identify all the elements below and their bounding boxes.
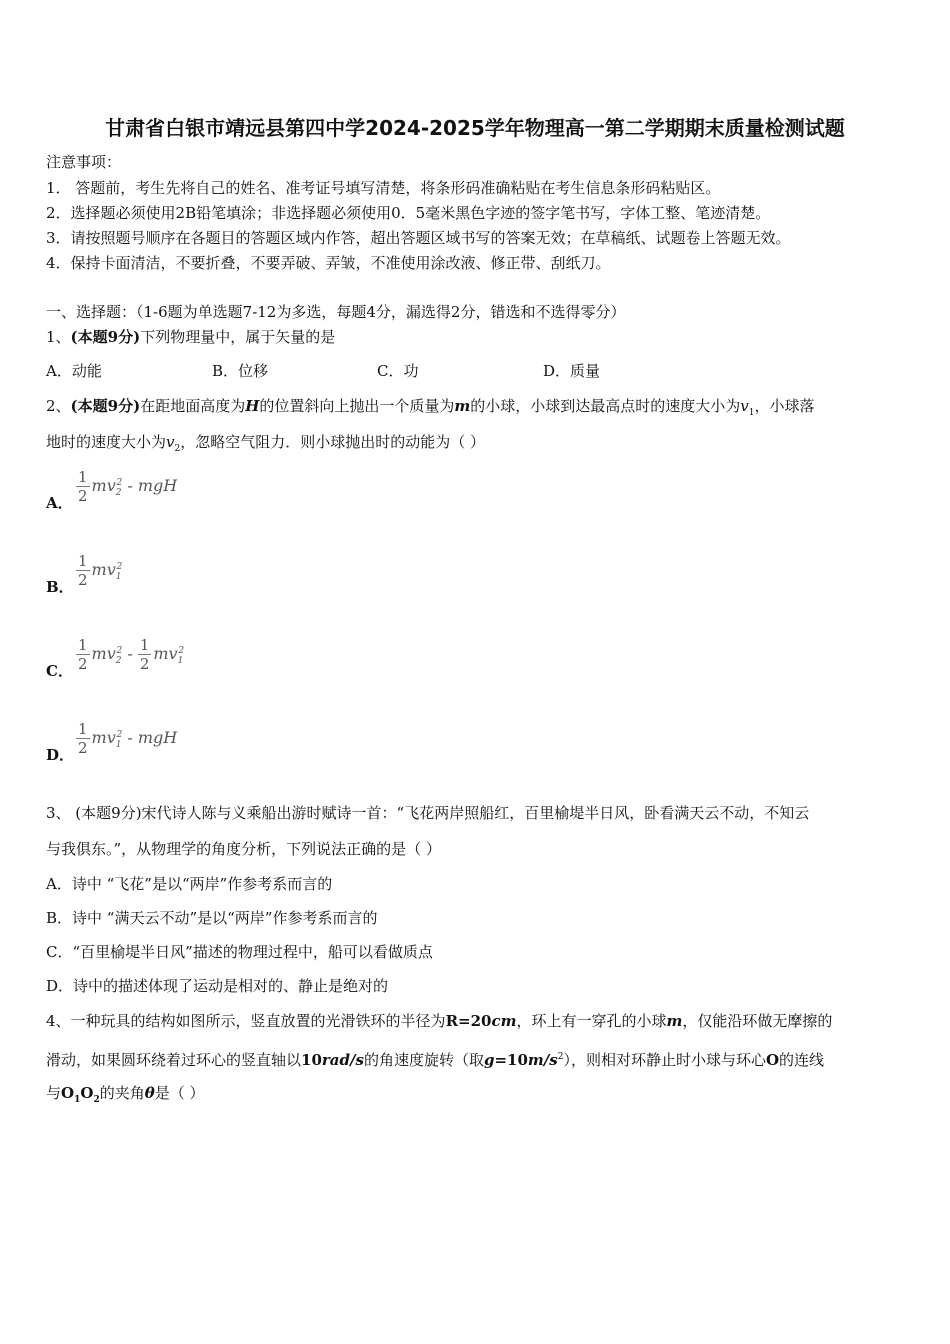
q1-option-b: B．位移 [212, 362, 269, 380]
fraction [76, 552, 90, 589]
q3-option-b: B．诗中 “满天云不动”是以“两岸”作参考系而言的 [46, 909, 378, 927]
q1-option-c: C．功 [377, 362, 419, 380]
sub: 2 [115, 488, 122, 499]
q2-sub-1: 1 [748, 408, 755, 418]
fraction-numerator: 1 [78, 468, 88, 486]
q2-option-a-formula [76, 468, 177, 505]
page-title: 甘肃省白银市靖远县第四中学2024-2025学年物理高一第二学期期末质量检测试题 [105, 116, 845, 140]
q2-score: (本题9分) [70, 397, 141, 415]
q1-number: 1、 [46, 328, 71, 346]
fraction [138, 636, 152, 673]
q1-text: 下列物理量中，属于矢量的是 [140, 328, 336, 346]
term-mv: mv [153, 644, 178, 663]
q2-option-d-label: D． [46, 746, 75, 764]
q4-point-o1: O [61, 1084, 75, 1102]
q2-var-m: m [454, 397, 471, 415]
minus-sign: - [122, 728, 138, 747]
q4-var-m: m [666, 1012, 683, 1030]
q4-sub: 2 [93, 1095, 100, 1105]
sup: 2 [116, 561, 123, 572]
question-4-line-3 [46, 1083, 205, 1110]
q2-number: 2、 [46, 397, 71, 415]
fraction-denominator: 2 [139, 655, 150, 673]
notice-item-4: 4．保持卡面清洁，不要折叠，不要弄破、弄皱，不准使用涂改液、修正带、刮纸刀。 [46, 254, 611, 272]
q4-unit-cm: cm [491, 1012, 517, 1030]
question-3-line-1: 3、 (本题9分)宋代诗人陈与义乘船出游时赋诗一首：“飞花两岸照船红，百里榆堤半日风，卧看满天云不动，不知云 [46, 804, 810, 822]
q4-text: ，仅能沿环做无摩擦的 [682, 1012, 833, 1030]
fraction-numerator: 1 [78, 552, 88, 570]
term-mgh: mgH [137, 728, 178, 747]
section-heading: 一、选择题：（1-6题为单选题7-12为多选，每题4分，漏选得2分，错选和不选得零分） [46, 303, 626, 321]
fraction-denominator: 2 [78, 655, 88, 673]
q2-sub-2: 2 [174, 444, 181, 454]
q2-var-v1: v [740, 397, 749, 415]
fraction-denominator: 2 [78, 739, 88, 757]
notice-item-3: 3．请按照题号顺序在各题目的答题区域内作答，超出答题区域书写的答案无效；在草稿纸、试题卷上答题无效。 [46, 229, 791, 247]
sub: 2 [115, 656, 122, 667]
term-mgh: mgH [137, 476, 178, 495]
q4-point-o: O [765, 1051, 780, 1069]
q3-option-d: D．诗中的描述体现了运动是相对的、静止是绝对的 [46, 977, 389, 995]
q2-text: ，小球落 [754, 397, 815, 415]
sup: 2 [116, 645, 123, 656]
notice-item-1: 1． 答题前，考生先将自己的姓名、准考证号填写清楚，将条形码准确粘贴在考生信息条形码粘贴区。 [46, 179, 721, 197]
q4-unit-ms: m/s [527, 1051, 558, 1069]
q2-option-d-formula [76, 720, 177, 757]
q2-option-c-formula [76, 636, 184, 673]
q4-number: 4、 [46, 1012, 71, 1030]
question-4-line-2 [46, 1047, 824, 1070]
term-mv: mv [91, 560, 116, 579]
sup: 2 [116, 477, 123, 488]
q4-text: 是（ ） [154, 1084, 205, 1102]
q2-text: ，忽略空气阻力．则小球抛出时的动能为（ ） [180, 433, 486, 451]
fraction-denominator: 2 [78, 487, 88, 505]
question-2-line-2 [46, 432, 485, 459]
fraction [76, 468, 90, 505]
term-mv: mv [91, 476, 116, 495]
q2-text: 的位置斜向上抛出一个质量为 [259, 397, 455, 415]
q2-option-b-formula [76, 552, 122, 589]
notice-heading: 注意事项： [46, 153, 122, 171]
q4-text: ，环上有一穿孔的小球 [516, 1012, 667, 1030]
q4-omega: 10 [301, 1051, 322, 1069]
q4-var-theta: θ [144, 1084, 155, 1102]
q3-option-c: C．“百里榆堤半日风”描述的物理过程中，船可以看做质点 [46, 943, 433, 961]
q2-option-b-label: B． [46, 578, 74, 596]
q4-point-o2: O [80, 1084, 94, 1102]
question-2-line-1 [46, 396, 815, 423]
sup: 2 [116, 729, 123, 740]
sub: 1 [115, 740, 122, 751]
q4-sup: 2 [557, 1052, 564, 1062]
q2-text: 地时的速度大小为 [46, 433, 167, 451]
q2-text: 在距地面高度为 [140, 397, 246, 415]
fraction-numerator: 1 [78, 720, 88, 738]
q4-text: 滑动，如果圆环绕着过环心的竖直轴以 [46, 1051, 302, 1069]
notice-item-2: 2．选择题必须使用2B铅笔填涂；非选择题必须使用0．5毫米黑色字迹的签字笔书写，字体工整、笔迹清楚。 [46, 204, 771, 222]
minus-sign: - [122, 476, 138, 495]
q2-var-v2: v [166, 433, 175, 451]
fraction-denominator: 2 [78, 571, 88, 589]
fraction-numerator: 1 [78, 636, 88, 654]
term-mv: mv [91, 728, 116, 747]
fraction [76, 720, 90, 757]
q2-text: 的小球，小球到达最高点时的速度大小为 [470, 397, 741, 415]
fraction [76, 636, 90, 673]
sub: 1 [115, 572, 122, 583]
q4-unit-rads: rad/s [321, 1051, 364, 1069]
q3-option-a: A．诗中 “飞花”是以“两岸”作参考系而言的 [46, 875, 333, 893]
q4-text: 的夹角 [99, 1084, 145, 1102]
q1-option-d: D．质量 [543, 362, 601, 380]
q4-text: 一种玩具的结构如图所示，竖直放置的光滑铁环的半径为 [70, 1012, 446, 1030]
q4-var-g: g [483, 1051, 495, 1069]
sub: 1 [177, 656, 184, 667]
q1-options [46, 360, 746, 380]
question-3-line-2: 与我俱东。”，从物理学的角度分析，下列说法正确的是（ ） [46, 840, 441, 858]
question-1 [46, 327, 335, 347]
q2-option-a-label: A． [46, 494, 73, 512]
q4-text: 的角速度旋转（取 [363, 1051, 484, 1069]
fraction-numerator: 1 [139, 636, 150, 654]
question-4-line-1 [46, 1011, 832, 1031]
q4-text: ），则相对环静止时小球与环心 [563, 1051, 766, 1069]
q4-text: 与 [46, 1084, 62, 1102]
q1-option-a: A．动能 [46, 362, 102, 380]
minus-sign: - [122, 644, 138, 663]
q2-option-c-label: C． [46, 662, 73, 680]
term-mv: mv [91, 644, 116, 663]
sup: 2 [178, 645, 185, 656]
q4-g-value: =10 [494, 1051, 528, 1069]
q2-var-h: H [245, 397, 260, 415]
q1-score: (本题9分) [70, 328, 141, 346]
q4-radius: R=20 [445, 1012, 492, 1030]
q4-text: 的连线 [779, 1051, 825, 1069]
q4-sub: 1 [74, 1095, 81, 1105]
